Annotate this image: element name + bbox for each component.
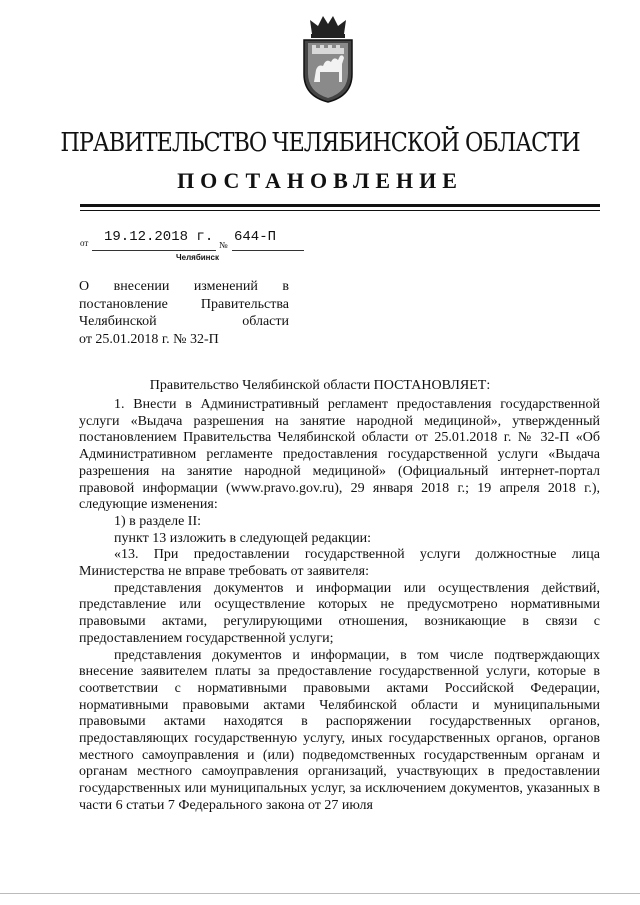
paragraph: представления документов и информации или осуществления действий, представление или осуществление которых не предусмотрено нормативными правовыми актами, регулирующими отношения, возникающие в связи с предоставлением государственной услуги; [79, 580, 600, 646]
paragraph: 1. Внести в Административный регламент предоставления государственной услуги «Выдача разрешения на занятие народной медициной», утвержденный постановлением Правительства Челябинской области от 25.01.2018 г. № 32-П «Об Административном регламенте предоставления государственной услуги «Выдача разрешения на занятие народной медициной» (Официальный интернет-портал правовой информации (www.pravo.gov.ru), 29 января 2018 г.; 19 апреля 2018 г.), следующие изменения: [79, 397, 600, 513]
document-body [79, 397, 600, 815]
subject-line-3 [79, 313, 289, 331]
document-number: 644-П [234, 229, 277, 245]
header-rule-thin [80, 210, 600, 211]
number-underline [232, 250, 304, 251]
document-subject [79, 278, 289, 348]
subject-word: Челябинской [79, 314, 157, 329]
paragraph: представления документов и информации, в том числе подтверждающих внесение заявителем платы за предоставление государственной услуги, которые в соответствии с нормативными правовыми актами Российской Федерации, нормативными правовыми актами Челябинской области и муниципальными правовыми актами находятся в распоряжении государственных органов, предоставляющих государственную услугу, иных государственных органов, органов местного самоуправления и (или) подведомственных государственным органам и органам местного самоуправления организаций, участвующих в предоставлении государственных или муниципальных услуг, за исключением документов, указанных в части 6 статьи 7 Федерального закона от 27 июля [79, 647, 600, 813]
subject-word: внесении [113, 279, 170, 294]
page-bottom-edge [0, 893, 640, 894]
government-title: ПРАВИТЕЛЬСТВО ЧЕЛЯБИНСКОЙ ОБЛАСТИ [60, 128, 580, 158]
number-label: № [219, 240, 228, 250]
subject-word: в [282, 279, 289, 294]
header-rule-thick [80, 204, 600, 207]
date-underline [92, 250, 216, 251]
chelyabinsk-coat-of-arms-icon [296, 12, 360, 104]
date-from-label: от [80, 238, 89, 248]
subject-word: изменений [193, 279, 258, 294]
paragraph: 1) в разделе II: [114, 513, 202, 529]
subject-word: О [79, 279, 90, 294]
paragraph: пункт 13 изложить в следующей редакции: [114, 530, 371, 546]
subject-line-2 [79, 296, 289, 314]
document-date: 19.12.2018 г. [104, 229, 214, 245]
subject-word: Правительства [200, 296, 289, 312]
subject-line-1 [79, 278, 289, 296]
city-label: Челябинск [176, 253, 219, 262]
subject-line-4: от 25.01.2018 г. № 32-П [79, 331, 219, 347]
subject-word: области [242, 314, 289, 329]
preamble: Правительство Челябинской области ПОСТАНОВЛЯЕТ: [149, 378, 491, 393]
paragraph: «13. При предоставлении государственной услуги должностные лица Министерства не вправе требовать от заявителя: [79, 547, 600, 580]
subject-word: постановление [79, 296, 168, 312]
document-type: ПОСТАНОВЛЕНИЕ [177, 168, 463, 193]
